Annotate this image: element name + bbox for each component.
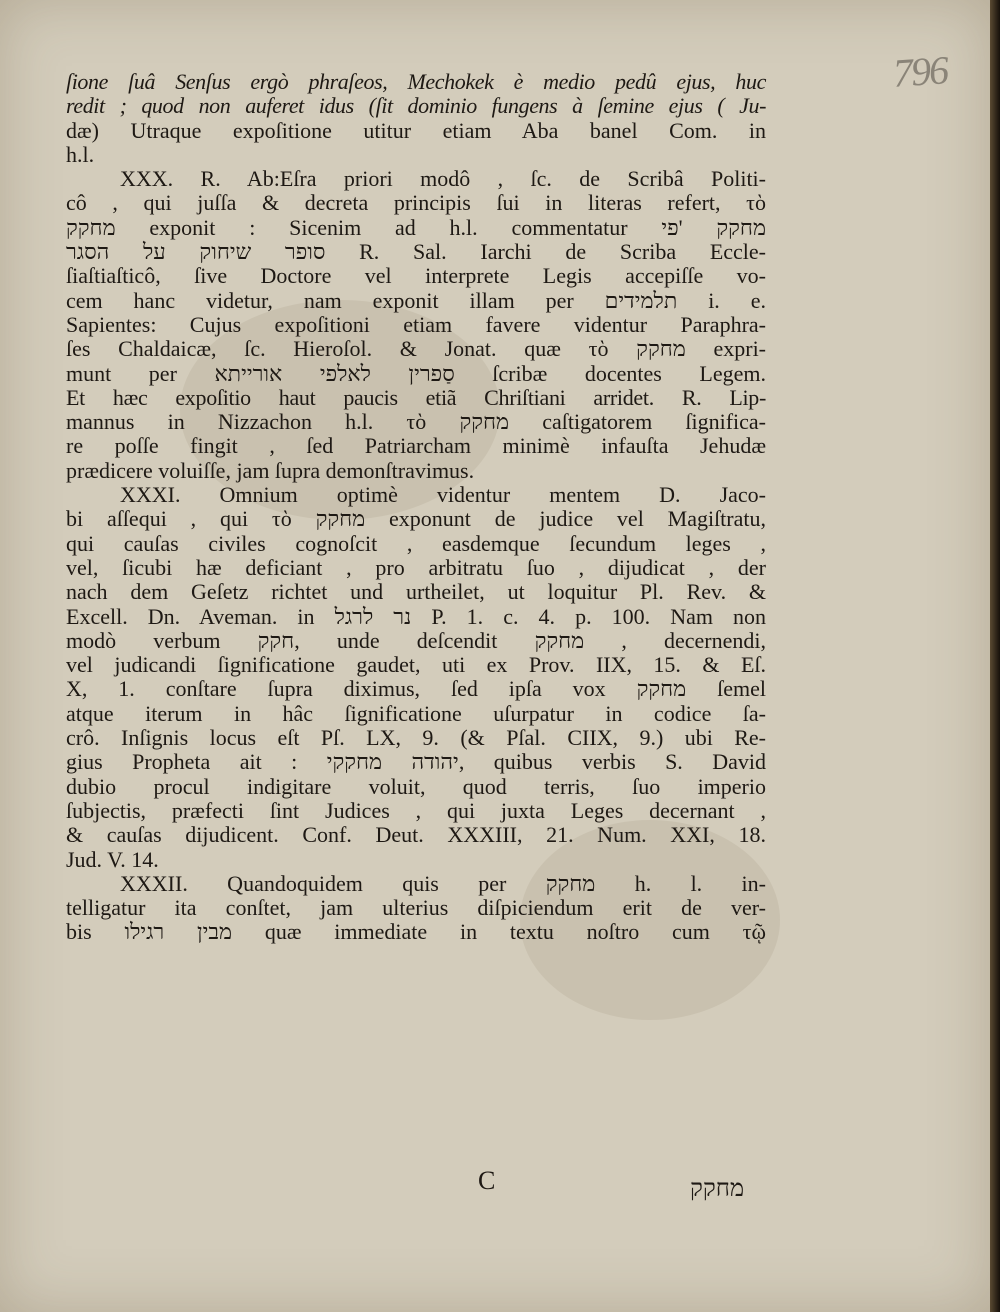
text-line: vel judicandi ſignificatione gaudet, uti ex Prov. IIX, 15. & Eſ.: [66, 652, 766, 678]
text-line: סופר שיחוק על הסגר R. Sal. Iarchi de Scriba Eccle-: [66, 239, 766, 265]
text-line: re poſſe fingit , ſed Patriarcham minimè infauſta Jehudæ: [66, 433, 766, 459]
signature-mark: C: [478, 1166, 496, 1195]
text-line: Excell. Dn. Aveman. in נר לרגל P. 1. c. 4. p. 100. Nam non: [66, 603, 767, 629]
catchword: מחקק: [690, 1176, 745, 1202]
text-line: nach dem Geſetz richtet und urtheilet, ut loquitur Pl. Rev. &: [66, 579, 766, 605]
text-line: מחקק exponit : Sicenim ad h.l. commentatur מחקק 'פי: [66, 214, 766, 240]
text-line: munt per סַפרין לאלפי אורייתא ſcribæ docentes Legem.: [66, 360, 766, 386]
text-line: & cauſas dijudicent. Conf. Deut. XXXIII, 21. Num. XXI, 18.: [66, 822, 766, 848]
folio-number: 796: [891, 47, 949, 96]
text-line: telligatur ita conſtet, jam ulterius diſpiciendum erit de ver-: [66, 895, 766, 921]
text-line: qui cauſas civiles cognoſcit , easdemque ſecundum leges ,: [66, 530, 766, 556]
text-line: dæ) Utraque expoſitione utitur etiam Aba banel Com. in: [66, 117, 766, 143]
text-line: Et hæc expoſitio haut paucis etiã Chriſtiani arridet. R. Lip-: [66, 384, 766, 410]
text-line: ſubjectis, præfecti ſint Judices , qui juxta Leges decernant ,: [66, 797, 766, 823]
text-line: gius Propheta ait : יהודה מחקקי, quibus verbis S. David: [66, 749, 766, 775]
text-line: vel, ſicubi hæ deficiant , pro arbitratu ſuo , dijudicat , der: [66, 554, 766, 580]
body-text: [66, 70, 766, 945]
text-line: bis מבין רגילו quæ immediate in textu noſtro cum τῷ: [66, 919, 766, 945]
text-line: X, 1. conſtare ſupra diximus, ſed ipſa vox מחקק ſemel: [66, 676, 766, 702]
text-line: dubio procul indigitare voluit, quod terris, ſuo imperio: [66, 773, 766, 799]
text-line: modò verbum חקק, unde deſcendit מחקק , decernendi,: [66, 627, 766, 653]
text-line: h.l.: [66, 141, 95, 167]
text-line: ſes Chaldaicæ, ſc. Hieroſol. & Jonat. quæ τὸ מחקק expri-: [66, 336, 767, 362]
text-line: ſione ſuâ Senſus ergò phraſeos, Mechokek è medio pedû ejus, huc: [66, 69, 766, 94]
text-line: crô. Inſignis locus eſt Pſ. LX, 9. (& Pſal. CIIX, 9.) ubi Re-: [66, 725, 766, 751]
text-line: XXX. R. Ab:Eſra priori modô , ſc. de Scribâ Politi-: [120, 166, 766, 192]
text-line: bi aſſequi , qui τὸ מחקק exponunt de judice vel Magiſtratu,: [66, 506, 766, 532]
text-line: ſiaſtiaſticô, ſive Doctore vel interprete Legis accepiſſe vo-: [66, 263, 766, 289]
text-line: mannus in Nizzachon h.l. τὸ מחקק caſtigatorem ſignifica-: [66, 409, 767, 435]
text-line: XXXII. Quandoquidem quis per מחקק h. l. in-: [120, 870, 766, 896]
text-line: Sapientes: Cujus expoſitioni etiam favere videntur Paraphra-: [66, 311, 766, 337]
text-line: redit ; quod non auferet idus (ſit dominio fungens à ſemine ejus ( Ju-: [66, 93, 766, 119]
book-edge: [990, 0, 1000, 1312]
text-line: Jud. V. 14.: [66, 846, 159, 872]
text-line: prædicere voluiſſe, jam ſupra demonſtravimus.: [66, 457, 475, 483]
text-line: cem hanc videtur, nam exponit illam per תלמידים i. e.: [66, 287, 766, 313]
text-line: atque iterum in hâc ſignificatione uſurpatur in codice ſa-: [66, 700, 766, 726]
text-line: cô , qui juſſa & decreta principis ſui in literas refert, τὸ: [66, 190, 766, 216]
text-line: XXXI. Omnium optimè videntur mentem D. Jaco-: [120, 482, 766, 508]
